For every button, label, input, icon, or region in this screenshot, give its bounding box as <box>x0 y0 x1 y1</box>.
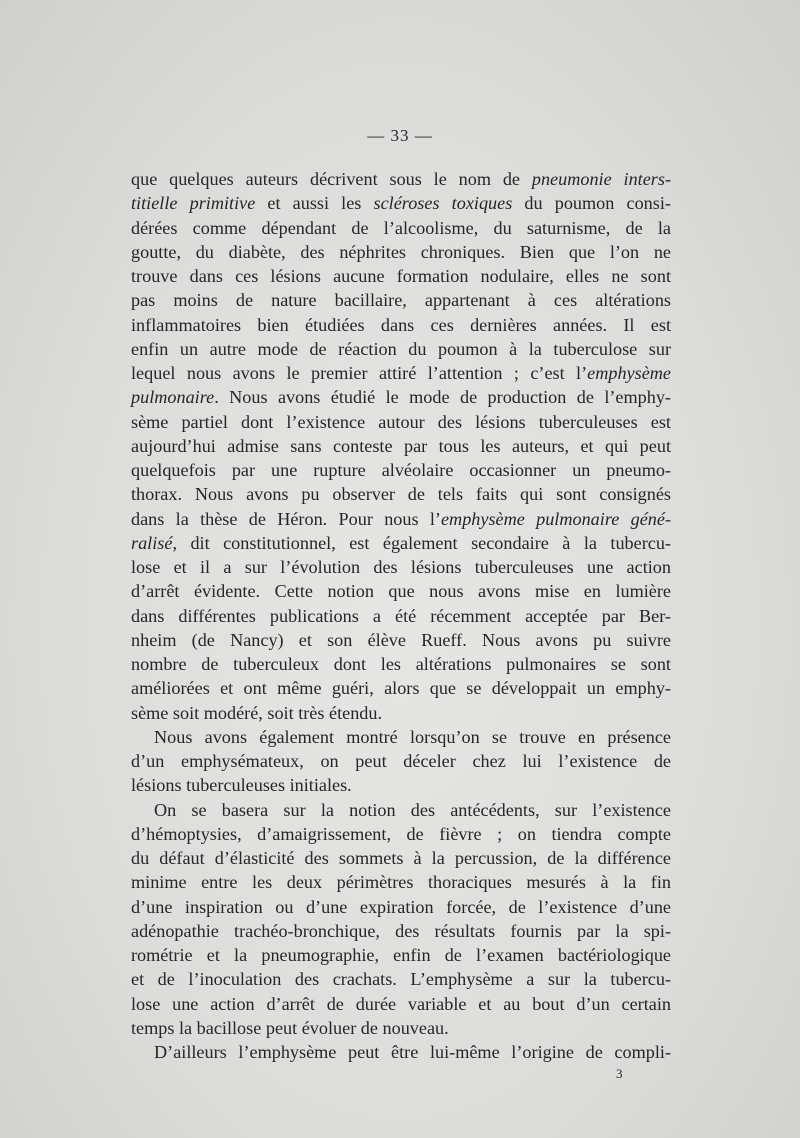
text-line <box>131 725 671 749</box>
text-segment: adénopathie trachéo-bronchique, des résultats fournis par la spi- <box>131 920 671 941</box>
page-number: — 33 — <box>367 126 433 145</box>
text-line <box>131 337 671 361</box>
text-segment: aujourd’hui admise sans conteste par tous les auteurs, et qui peut <box>131 435 671 456</box>
text-line <box>131 701 671 725</box>
text-line <box>131 773 671 797</box>
signature-mark: 3 <box>616 1066 623 1081</box>
text-segment: inflammatoires bien étudiées dans ces dernières années. Il est <box>131 314 671 335</box>
text-segment: quelquefois par une rupture alvéolaire occasionner un pneumo- <box>131 460 671 480</box>
body-text <box>131 167 671 1064</box>
text-segment: lequel nous avons le premier attiré l’attention ; c’est l’ <box>131 363 588 383</box>
text-line <box>131 604 671 628</box>
text-line <box>131 531 671 555</box>
text-line <box>131 676 671 700</box>
text-segment: du poumon consi- <box>512 193 671 214</box>
italic-text: ralisé <box>131 532 173 553</box>
text-segment: d’arrêt évidente. Cette notion que nous avons mise en lumière <box>131 581 671 602</box>
text-segment: , dit constitutionnel, est également secondaire à la tubercu- <box>172 532 671 553</box>
italic-text: titielle primitive <box>131 193 256 214</box>
text-line <box>131 507 671 531</box>
text-line <box>131 1016 671 1040</box>
text-segment: et de l’inoculation des crachats. L’emphysème a sur la tubercu- <box>131 969 671 990</box>
text-line <box>131 628 671 652</box>
text-segment: d’hémoptysies, d’amaigrissement, de fièvre ; on tiendra compte <box>131 823 671 844</box>
text-line <box>131 191 671 215</box>
text-segment: pas moins de nature bacillaire, appartenant à ces altérations <box>131 290 671 311</box>
text-segment: dans différentes publications a été récemment acceptée par Ber- <box>131 605 671 626</box>
text-segment: thorax. Nous avons pu observer de tels faits qui sont consignés <box>131 484 671 505</box>
text-line <box>131 167 671 191</box>
text-segment: du défaut d’élasticité des sommets à la percussion, de la différence <box>131 848 671 868</box>
text-line <box>131 482 671 506</box>
text-line <box>131 361 671 385</box>
text-segment: nheim (de Nancy) et son élève Rueff. Nous avons pu suivre <box>131 629 671 650</box>
text-segment: que quelques auteurs décrivent sous le nom de <box>131 169 532 189</box>
italic-text: emphysème pulmonaire géné- <box>440 508 671 529</box>
text-segment: temps la bacillose peut évoluer de nouveau. <box>131 1017 449 1038</box>
text-line <box>131 434 671 458</box>
text-line <box>131 967 671 991</box>
italic-text: scléroses toxiques <box>373 193 513 214</box>
italic-text: pulmonaire <box>131 387 215 408</box>
text-segment: D’ailleurs l’emphysème peut être lui-même l’origine de compli- <box>154 1042 671 1062</box>
text-segment: . Nous avons étudié le mode de production de l’emphy- <box>214 387 671 408</box>
text-line <box>131 313 671 337</box>
text-segment: Nous avons également montré lorsqu’on se trouve en présence <box>154 726 671 747</box>
text-line <box>131 288 671 312</box>
text-line <box>131 458 671 482</box>
text-segment: et aussi les <box>255 193 374 214</box>
text-segment: On se basera sur la notion des antécédents, sur l’existence <box>154 799 671 820</box>
text-segment: améliorées et ont même guéri, alors que se développait un emphy- <box>131 678 671 699</box>
text-line <box>131 410 671 434</box>
text-segment: dérées comme dépendant de l’alcoolisme, du saturnisme, de la <box>131 217 671 238</box>
text-line <box>131 992 671 1016</box>
text-line <box>131 919 671 943</box>
text-segment: goutte, du diabète, des néphrites chroniques. Bien que l’on ne <box>131 241 671 262</box>
text-line <box>131 749 671 773</box>
text-segment: nombre de tuberculeux dont les altérations pulmonaires se sont <box>131 654 671 674</box>
text-segment: lose une action d’arrêt de durée variable et au bout d’un certain <box>131 993 671 1014</box>
text-segment: enfin un autre mode de réaction du poumon à la tuberculose sur <box>131 338 671 359</box>
text-line <box>131 846 671 870</box>
text-segment: lésions tuberculeuses initiales. <box>131 775 352 796</box>
text-line <box>131 652 671 676</box>
text-segment: dans la thèse de Héron. Pour nous l’ <box>131 508 441 529</box>
text-segment: lose et il a sur l’évolution des lésions tuberculeuses une action <box>131 557 671 577</box>
text-segment: trouve dans ces lésions aucune formation nodulaire, elles ne sont <box>131 266 671 286</box>
text-line <box>131 385 671 409</box>
text-line <box>131 579 671 603</box>
text-line <box>131 216 671 240</box>
italic-text: pneumonie inters- <box>531 169 671 189</box>
text-segment: sème partiel dont l’existence autour des lésions tuberculeuses est <box>131 411 671 432</box>
text-line <box>131 1040 671 1064</box>
text-segment: d’un emphysémateux, on peut déceler chez lui l’existence de <box>131 751 671 771</box>
text-segment: sème soit modéré, soit très étendu. <box>131 702 383 723</box>
text-line <box>131 264 671 288</box>
text-line <box>131 798 671 822</box>
text-segment: d’une inspiration ou d’une expiration forcée, de l’existence d’une <box>131 896 671 917</box>
text-line <box>131 895 671 919</box>
text-line <box>131 240 671 264</box>
text-segment: rométrie et la pneumographie, enfin de l’examen bactériologique <box>131 945 671 965</box>
text-line <box>131 822 671 846</box>
italic-text: emphysème <box>587 363 671 383</box>
text-line <box>131 555 671 579</box>
text-segment: minime entre les deux périmètres thoraciques mesurés à la fin <box>131 872 671 893</box>
text-line <box>131 870 671 894</box>
text-line <box>131 943 671 967</box>
